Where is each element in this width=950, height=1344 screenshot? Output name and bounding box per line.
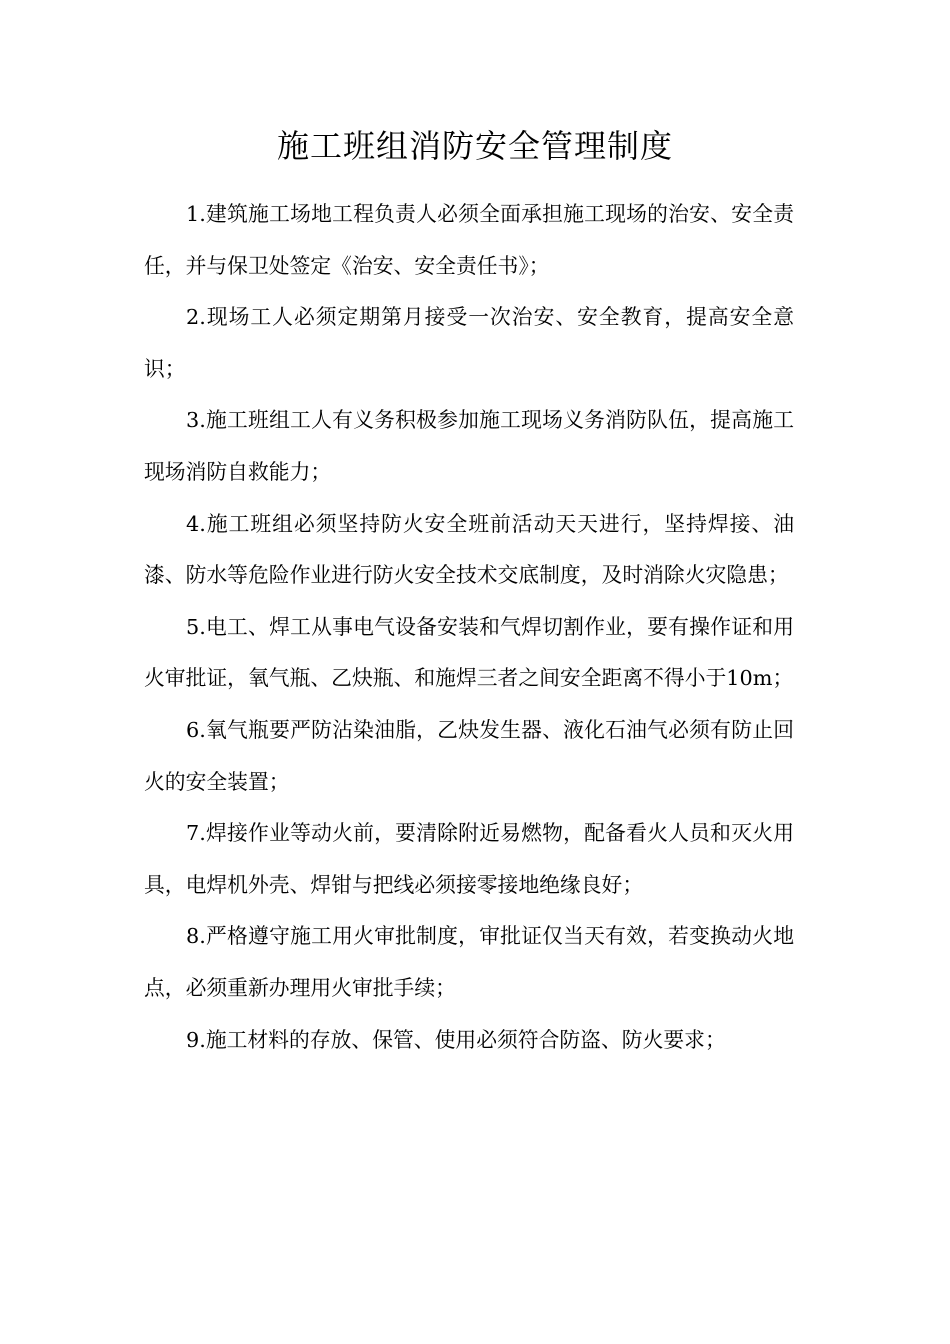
- rule-item-2: 2.现场工人必须定期第月接受一次治安、安全教育，提高安全意识；: [144, 305, 794, 381]
- rule-item-8: 8.严格遵守施工用火审批制度，审批证仅当天有效，若变换动火地点，必须重新办理用火审批手续；: [144, 924, 794, 1000]
- rule-item-6: 6.氧气瓶要严防沾染油脂，乙炔发生器、液化石油气必须有防止回火的安全装置；: [144, 717, 794, 794]
- rule-item-4: 4.施工班组必须坚持防火安全班前活动天天进行，坚持焊接、油漆、防水等危险作业进行防火安全技术交底制度，及时消除火灾隐患；: [144, 511, 794, 588]
- document-title: 施工班组消防安全管理制度: [276, 127, 673, 165]
- rule-item-1: 1.建筑施工场地工程负责人必须全面承担施工现场的治安、安全责任，并与保卫处签定《治安、安全责任书》；: [144, 202, 794, 278]
- rule-item-7: 7.焊接作业等动火前，要清除附近易燃物，配备看火人员和灭火用具，电焊机外壳、焊钳与把线必须接零接地绝缘良好；: [144, 821, 794, 897]
- rule-item-9: 9.施工材料的存放、保管、使用必须符合防盗、防火要求；: [186, 1027, 726, 1052]
- document-body: [144, 189, 794, 1066]
- rule-item-5: 5.电工、焊工从事电气设备安装和气焊切割作业，要有操作证和用火审批证，氧气瓶、乙炔瓶、和施焊三者之间安全距离不得小于10m；: [144, 614, 794, 691]
- rule-item-3: 3.施工班组工人有义务积极参加施工现场义务消防队伍，提高施工现场消防自救能力；: [144, 408, 794, 484]
